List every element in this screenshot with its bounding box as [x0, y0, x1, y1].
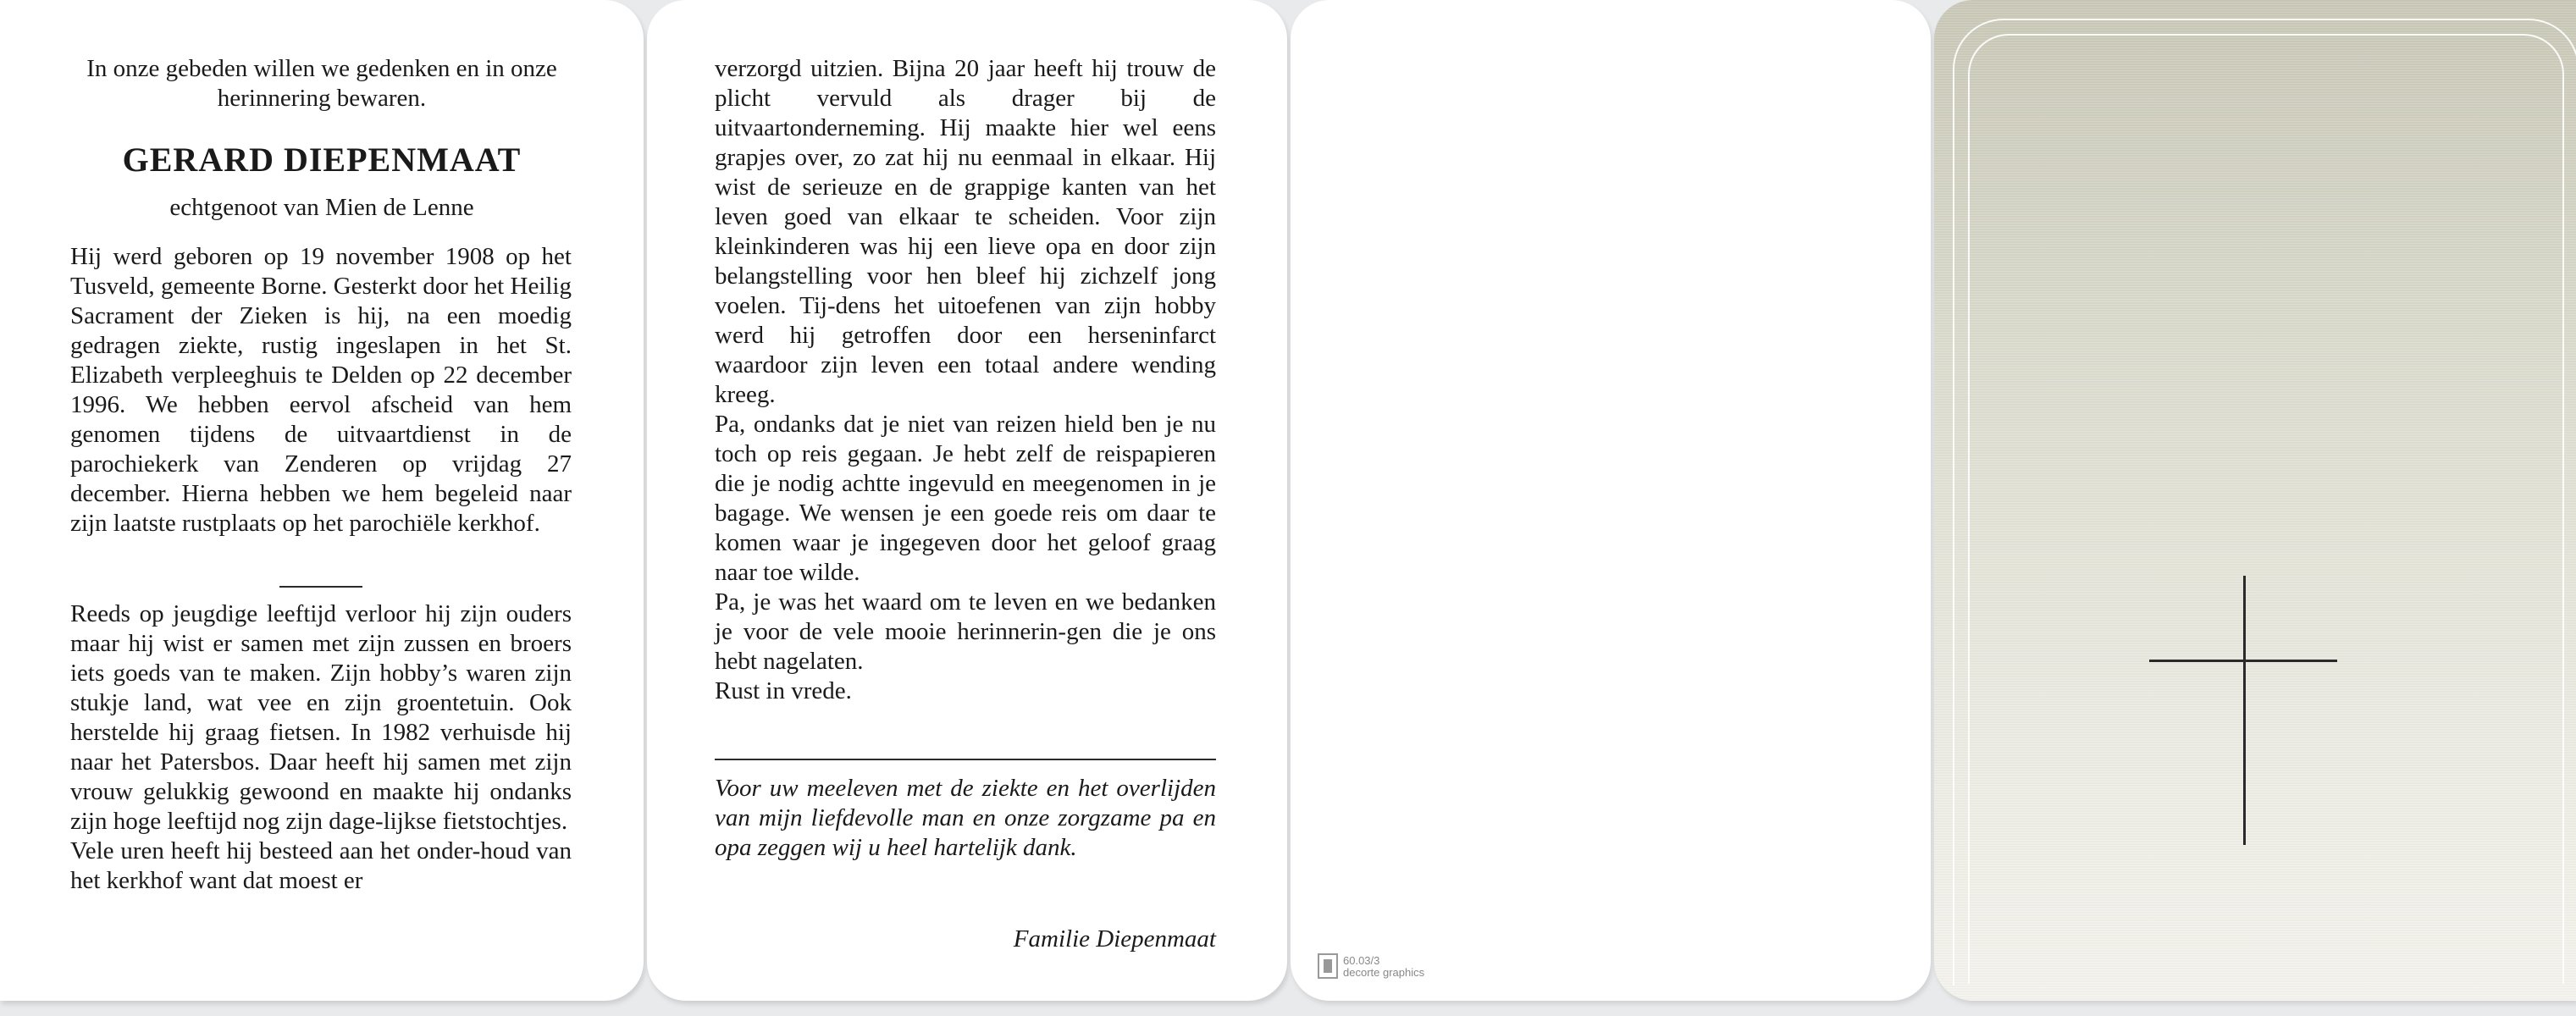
- intro-text: In onze gebeden willen we gedenken en in onze herinnering bewaren.: [86, 55, 557, 112]
- bio-paragraph: Vele uren heeft hij besteed aan het onder-houd van het kerkhof want dat moest er: [70, 837, 572, 894]
- card-cover: [1934, 0, 2576, 1001]
- bio-paragraph: Reeds op jeugdige leeftijd verloor hij zijn ouders maar hij wist er samen met zijn zussen en broers iets goeds van te maken. Zijn hobby’s waren zijn stukje land, wat vee en zijn groentetuin. Ook herstelde hij graag fietsen. In 1982 verhuisde hij naar het Patersbos. Daar heeft hij samen met zijn vrouw gelukkig gewoond en maakte hij ondanks zijn hoge leeftijd nog zijn dage-lijkse fietstochtjes.: [70, 600, 572, 835]
- printer-logo-icon: [1318, 953, 1338, 979]
- printer-text: [1343, 955, 1424, 979]
- thanks-text: [715, 774, 1216, 863]
- cross-vertical-bar: [2243, 576, 2246, 845]
- biography-continued: [715, 54, 1216, 706]
- cross-horizontal-bar: [2149, 660, 2337, 662]
- biography-part-1: [70, 242, 572, 538]
- section-divider: [279, 586, 362, 588]
- bio-paragraph: Pa, je was het waard om te leven en we bedanken je voor de vele mooie herinnerin-gen die je ons hebt nagelaten.: [715, 588, 1216, 675]
- card-page-left: [0, 0, 644, 1001]
- deceased-name: GERARD DIEPENMAAT: [122, 141, 522, 179]
- bio-paragraph: Rust in vrede.: [715, 677, 852, 704]
- card-page-middle: [647, 0, 1287, 1001]
- bio-paragraph: Hij werd geboren op 19 november 1908 op het Tusveld, gemeente Borne. Gesterkt door het Heilig Sacrament der Zieken is hij, na een moedig gedragen ziekte, rustig ingeslapen in het St. Elizabeth verpleeghuis te Delden op 22 december 1996. We hebben eervol afscheid van hem genomen tijdens de uitvaartdienst in de parochiekerk van Zenderen op vrijdag 27 december. Hierna hebben we hem begeleid naar zijn laatste rustplaats op het parochiële kerkhof.: [70, 243, 572, 537]
- thanks-divider: [715, 759, 1216, 760]
- biography-part-2: [70, 599, 572, 896]
- printer-name: decorte graphics: [1343, 966, 1425, 979]
- printer-mark: [1318, 953, 1424, 979]
- card-page-blank: [1291, 0, 1931, 1001]
- printer-code: 60.03/3: [1343, 954, 1380, 967]
- family-signature: Familie Diepenmaat: [1013, 925, 1216, 952]
- thanks-paragraph: Voor uw meeleven met de ziekte en het overlijden van mijn liefdevolle man en onze zorgzame pa en opa zeggen wij u heel hartelijk dank.: [715, 775, 1216, 861]
- bio-paragraph: verzorgd uitzien. Bijna 20 jaar heeft hij trouw de plicht vervuld als drager bij de uitvaartonderneming. Hij maakte hier wel eens grapjes over, zo zat hij nu eenmaal in elkaar. Hij wist de serieuze en de grappige kanten van het leven goed van elkaar te scheiden. Voor zijn kleinkinderen was hij een lieve opa en door zijn belangstelling voor hen bleef hij zichzelf jong voelen. Tij-dens het uitoefenen van zijn hobby werd hij getroffen door een herseninfarct waardoor zijn leven een totaal andere wending kreeg.: [715, 55, 1216, 408]
- cover-frame-inner: [1968, 34, 2564, 984]
- spouse-line: echtgenoot van Mien de Lenne: [169, 194, 474, 221]
- bio-paragraph: Pa, ondanks dat je niet van reizen hield ben je nu toch op reis gegaan. Je hebt zelf de reispapieren die je nodig achtte ingevuld en meegenomen in je bagage. We wensen je een goede reis om daar te komen waar je ingegeven door het geloof graag naar toe wilde.: [715, 411, 1216, 586]
